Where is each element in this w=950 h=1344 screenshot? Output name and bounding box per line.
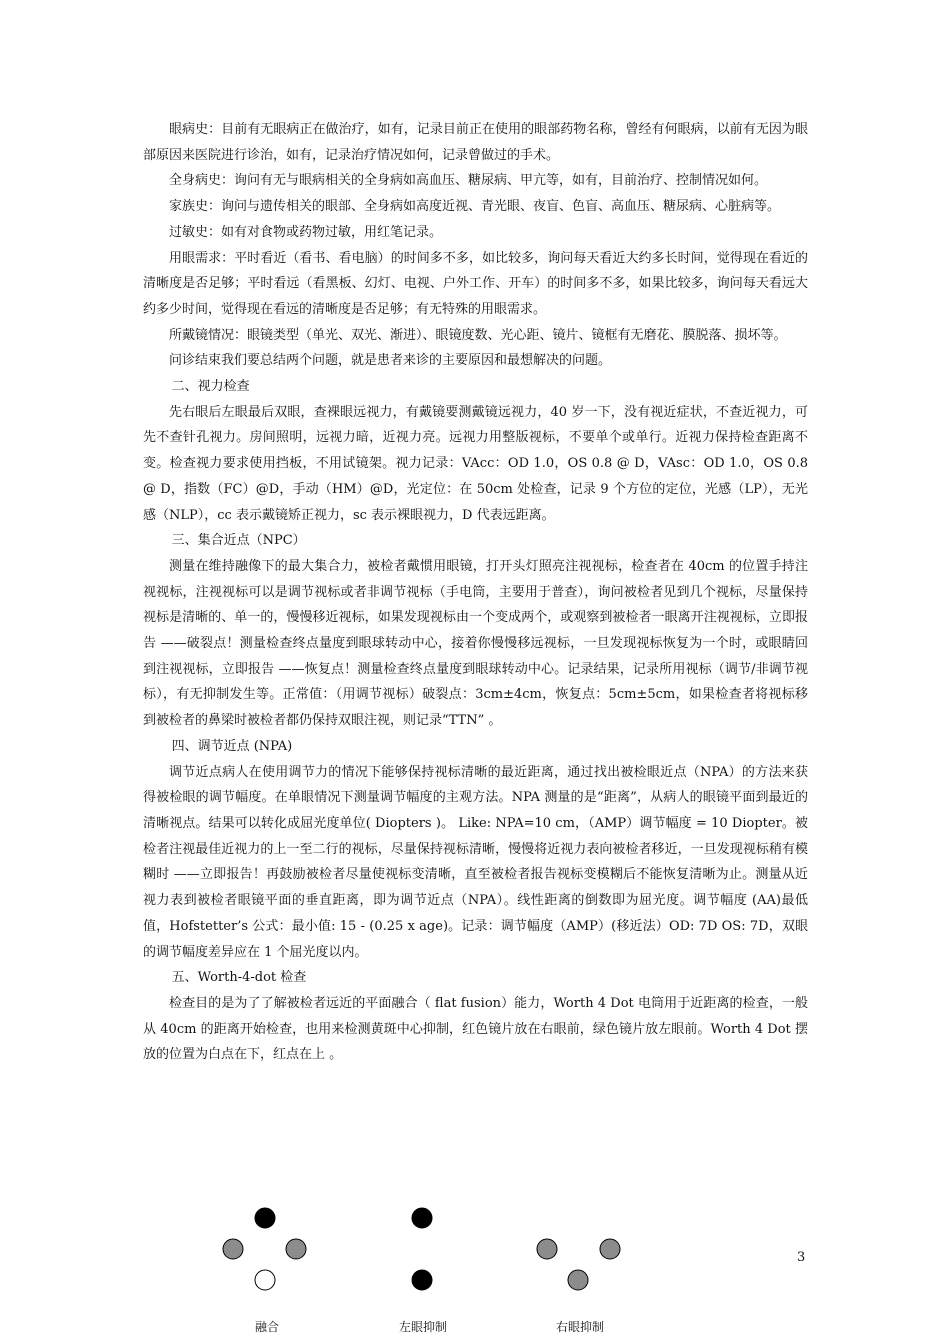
paragraph-current-glasses: 所戴镜情况：眼镜类型（单光、双光、渐进）、眼镜度数、光心距、镜片、镜框有无磨花、膜脱落、损坏等。 [169,327,787,343]
heading-worth-4-dot: 五、Worth-4-dot 检查 [171,970,307,986]
heading-npc: 三、集合近点（NPC） [171,533,306,549]
paragraph-npc: 测量在维持融像下的最大集合力，被检者戴惯用眼镜，打开头灯照亮注视视标，检查者在 40cm 的位置手持注视视标，注视视标可以是调节视标或者非调节视标（手电筒，主要用于普查），询问被检者见到几个视标，尽量保持视标是清晰的、单一的，慢慢移近视标，如果发现视标由一个变成两个，或观察到被检者一眼离开注视视标，立即报告 ——破裂点！测量检查终点量度到眼球转动中心，接着你慢慢移远视标，一旦发现视标恢复为一个时，或眼睛回到注视视标，立即报告 ——恢复点！测量检查终点量度到眼球转动中心。记录结果，记录所用视标（调节/非调节视标），有无抑制发生等。正常值：（用调节视标）破裂点：3cm±4cm，恢复点：5cm±5cm，如果检查者将视标移到被检者的鼻梁时被检者都仍保持双眼注视，则记录“TTN” 。 [143,558,808,729]
fusion-red-dot [255,1208,275,1228]
paragraph-family-history: 家族史：询问与遗传相关的眼部、全身病如高度近视、青光眼、夜盲、色盲、高血压、糖尿病、心脏病等。 [169,199,781,215]
right-suppression-green-dot-bottom [568,1270,588,1290]
paragraph-eye-history: 眼病史：目前有无眼病正在做治疗，如有，记录目前正在使用的眼部药物名称，曾经有何眼病，以前有无因为眼部原因来医院进行诊治，如有，记录治疗情况如何，记录曾做过的手术。 [143,122,808,163]
right-suppression-green-dot-left [537,1239,557,1259]
label-left-eye-suppression: 左眼抑制 [399,1320,448,1334]
paragraph-visual-acuity: 先右眼后左眼最后双眼，查裸眼远视力，有戴镜要测戴镜远视力，40 岁一下，没有视近症状，不查近视力，可先不查针孔视力。房间照明，远视力暗，近视力亮。远视力用整版视标，不要单个或单行。近视力保持检查距离不变。检查视力要求使用挡板，不用试镜架。视力记录：VAcc：OD 1.0，OS 0.8 @ D，VAsc：OD 1.0，OS 0.8 @ D，指数（FC）@D，手动（HM）@D，光定位：在 50cm 处检查，记录 9 个方位的定位，光感（LP），无光感（NLP），cc 表示戴镜矫正视力，sc 表示裸眼视力，D 代表远距离。 [143,404,808,523]
left-suppression-red-dot-bottom [412,1270,432,1290]
paragraph-systemic-history: 全身病史：询问有无与眼病相关的全身病如高血压、糖尿病、甲亢等，如有，目前治疗、控制情况如何。 [169,173,768,189]
fusion-green-dot-left [223,1239,243,1259]
heading-npa: 四、调节近点 (NPA) [171,738,293,754]
paragraph-allergy-history: 过敏史：如有对食物或药物过敏，用红笔记录。 [169,224,443,240]
paragraph-eye-use-needs: 用眼需求：平时看近（看书、看电脑）的时间多不多，如比较多，询问每天看近大约多长时间，觉得现在看近的清晰度是否足够；平时看远（看黑板、幻灯、电视、户外工作、开车）的时间多不多，如果比较多，询问每天看远大约多少时间，觉得现在看远的清晰度是否足够；有无特殊的用眼需求。 [143,250,808,317]
fusion-green-dot-right [286,1239,306,1259]
page-number: 3 [797,1250,806,1265]
right-suppression-green-dot-right [600,1239,620,1259]
fusion-white-dot [255,1270,275,1290]
label-right-eye-suppression: 右眼抑制 [556,1320,605,1334]
left-suppression-red-dot-top [412,1208,432,1228]
paragraph-npa: 调节近点病人在使用调节力的情况下能够保持视标清晰的最近距离，通过找出被检眼近点（NPA）的方法来获得被检眼的调节幅度。在单眼情况下测量调节幅度的主观方法。NPA 测量的是“距离”，从病人的眼镜平面到最近的清晰视点。结果可以转化成屈光度单位( Diopters )。 Like: NPA=10 cm，（AMP）调节幅度 = 10 Diopter。被检者注视最佳近视力的上一至二行的视标，尽量保持视标清晰，慢慢将近视力表向被检者移近，一旦发现视标稍有模糊时 ——立即报告！再鼓励被检者尽量使视标变清晰，直至被检者报告视标变模糊后不能恢复清晰为止。测量从近视力表到被检者眼镜平面的垂直距离，即为调节近点（NPA）。线性距离的倒数即为屈光度。调节幅度 (AA)最低值，Hofstetter’s 公式：最小值: 15 - (0.25 x age)。记录：调节幅度（AMP）(移近法）OD: 7D OS: 7D，双眼的调节幅度差异应在 1 个屈光度以内。 [143,764,808,960]
paragraph-summary: 问诊结束我们要总结两个问题，就是患者来诊的主要原因和最想解决的问题。 [169,353,612,369]
heading-visual-acuity: 二、视力检查 [171,379,250,395]
paragraph-worth-4-dot: 检查目的是为了了解被检者远近的平面融合（ flat fusion）能力，Worth 4 Dot 电筒用于近距离的检查，一般从 40cm 的距离开始检查，也用来检测黄斑中心抑制，红色镜片放在右眼前，绿色镜片放左眼前。Worth 4 Dot 摆放的位置为白点在下，红点在上 。 [143,995,808,1063]
label-fusion: 融合 [255,1320,280,1334]
